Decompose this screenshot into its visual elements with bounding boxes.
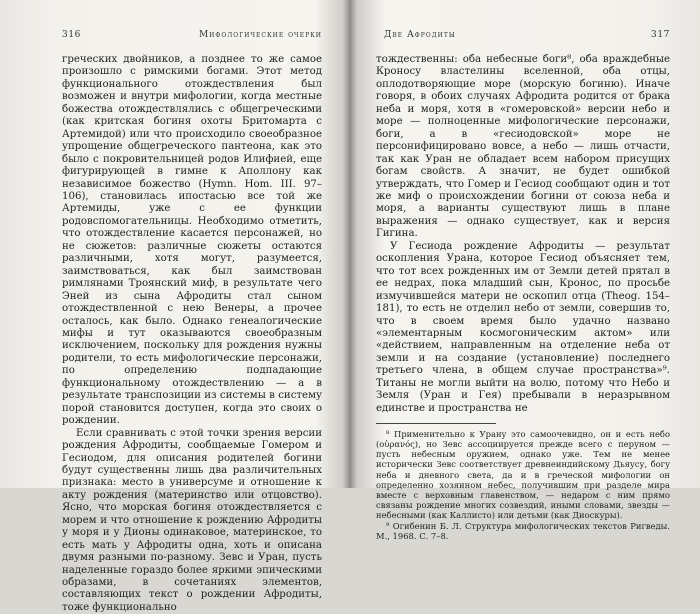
left-paragraph-1: греческих двойников, а позднее то же самое произошло с римскими богами. Этот метод функционального отождествления был возможен и внутри мифологии, когда местные божества отождествлялись с общегреческими (как критская богиня охоты Бритомарта с Артемидой) или что происходило своеобразное упрощение общегреческого пантеона, как это было с покровительницей родов Илифией, еще фигурирующей в гимне к Аполлону как независимое божество (Hymn. Hom. III. 97–106), становилась ипостасью все той же Артемиды, уже с ее функции родовспомогательницы. Необходимо отметить, что отождествление касается персонажей, но не сюжетов: различные сюжеты остаются различными, хотя могут, разумеется, заимствоваться, как был заимствован римлянами Троянский миф, в результате чего Эней из сына Афродиты стал сыном отождествленной с нею Венеры, а прочее осталось, как было. Однако генеалогические мифы и тут оказываются своеобразным исключением, поскольку для рождения нужны родители, то есть мифологические персонажи, по определению подпадающие функциональному отождествлению — а в результате транспозиции из системы в систему порой становится доступен, когда это своих о рождении. <box>62 54 322 427</box>
left-page <box>0 0 350 613</box>
right-paragraph-1: тождественны: оба небесные боги⁸, оба враждебные Кроносу властелины вселенной, оба отцы, оплодотворяющие море (морскую богиню). Иначе говоря, в обоих случаях Афродита родится от брака неба и моря, хотя в «гомеровской» версии небо и море — полноценные мифологические персонажи, боги, а в «гесиодовской» море не персонифицировано вовсе, а небо — лишь отчасти, так как Уран не обладает всем набором присущих богам свойств. А значит, не будет ошибкой утверждать, что Гомер и Гесиод сообщают один и тот же миф о происхождении богини от союза неба и моря, а варианты существуют лишь в плане выражения — однако существует, как и версия Гигина. <box>376 54 670 240</box>
footnote-8: ⁸ Применительно к Урану это самоочевидно, он и есть небо (οὐρανός), но Зевс ассоциируется прежде всего с перуном — пусть небесным оружием, однако уже. Тем не менее исторически Зевс соответствует древнеиндийскому Дьяусу, богу неба и дневного света, да и в греческой мифологии он определенно хозяином небес, получившим при разделе мира вместе с верховным главенством, — недаром с ним прямо связаны рождение многих созвездий, иными словами, звезды — небесными (как Каллисто) или детьми (как Диоскуры). <box>376 429 670 520</box>
footnotes <box>376 429 670 541</box>
left-running-title: Мифологические очерки <box>198 30 322 40</box>
left-running-head <box>62 30 322 40</box>
right-page-number: 317 <box>651 30 670 40</box>
left-paragraph-2: Если сравнивать с этой точки зрения версии рождения Афродиты, сообщаемые Гомером и Гесиодом, для описания родителей богини будут существенны лишь два различительных признака: место в универсуме и отношение к акту рождения (материнство или отцовство). Ясно, что морская богиня отождествляется с морем и что отношение к рождению Афродиты у моря и у Дионы одинаковое, материнское, то есть мать у Афродиты одна, хоть и описана двумя разными по-разному. Зевс и Уран, пусть наделенные гораздо более яркими эпическими образами, в сочетаниях элементов, составляющих текст о рождении Афродиты, тоже функционально <box>62 427 322 613</box>
footnote-divider <box>376 423 496 424</box>
right-running-head <box>376 30 670 40</box>
right-page <box>350 0 700 542</box>
right-body-text <box>376 54 670 415</box>
left-page-number: 316 <box>62 30 81 40</box>
right-paragraph-2: У Гесиода рождение Афродиты — результат оскопления Урана, которое Гесиод объясняет тем, что тот всех рожденных им от Земли детей прятал в ее недрах, пока младший сын, Кронос, по просьбе измучившейся матери не оскопил отца (Theog. 154–181), то есть не отделил небо от земли, совершив то, что в своем время было удачно названо «элементарным космогоническим актом» или «действием, направленным на отделение неба от земли и на создание (установление) последнего третьего члена, в общем случае пространства»⁹. Титаны не могли выйти на волю, потому что Небо и Земля (Уран и Гея) пребывали в неразрывном единстве и пространства не <box>376 240 670 414</box>
left-body-text <box>62 54 322 614</box>
right-running-title: Две Афродиты <box>384 30 456 40</box>
footnote-9: ⁹ Огибенин Б. Л. Структура мифологических текстов Ригведы. М., 1968. С. 7–8. <box>376 520 670 542</box>
